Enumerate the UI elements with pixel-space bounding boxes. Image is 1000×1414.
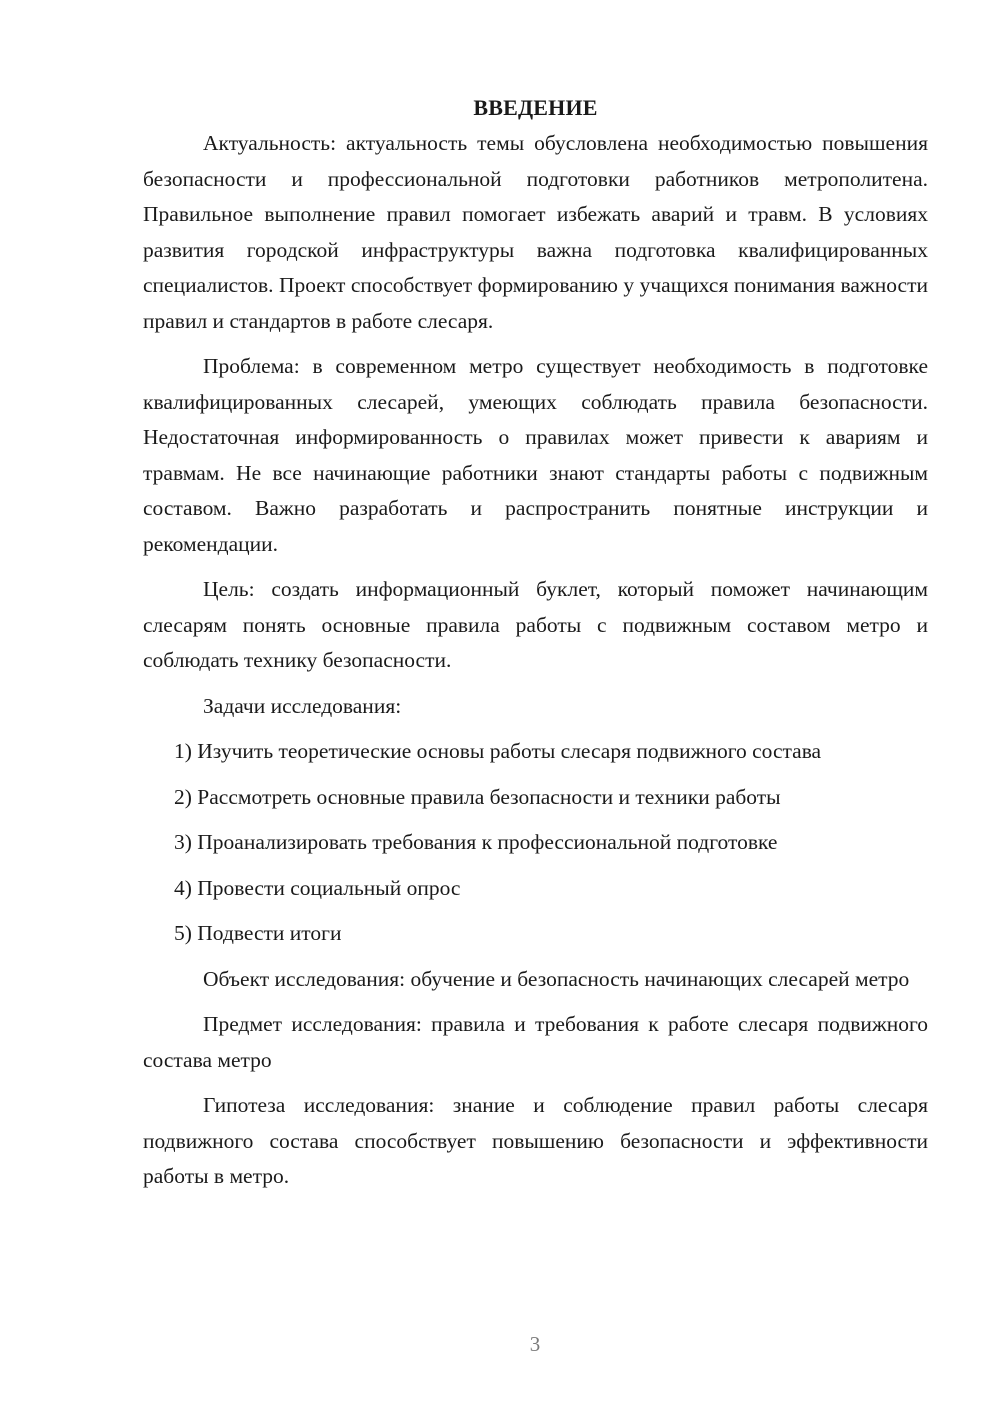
task-item: 1) Изучить теоретические основы работы слесаря подвижного состава	[174, 739, 822, 763]
paragraph-object: Объект исследования: обучение и безопасность начинающих слесарей метро	[203, 966, 910, 991]
paragraph-subject: Предмет исследования: правила и требования к работе слесаря подвижного состава метро	[143, 1012, 928, 1072]
document-page	[143, 92, 928, 1205]
page-number: 3	[529, 1332, 541, 1356]
paragraph-problem: Проблема: в современном метро существует необходимость в подготовке квалифицированных слесарей, умеющих соблюдать правила безопасности. Недостаточная информированность о правилах может привести к авариям и травмам. Не все начинающие работники знают стандарты работы с подвижным составом. Важно разработать и распространить понятные инструкции и рекомендации.	[143, 354, 928, 556]
paragraph-hypothesis: Гипотеза исследования: знание и соблюдение правил работы слесаря подвижного состава способствует повышению безопасности и эффективности работы в метро.	[143, 1093, 928, 1188]
paragraph-relevance: Актуальность: актуальность темы обусловлена необходимостью повышения безопасности и профессиональной подготовки работников метрополитена. Правильное выполнение правил помогает избежать аварий и травм. В условиях развития городской инфраструктуры важна подготовка квалифицированных специалистов. Проект способствует формированию у учащихся понимания важности правил и стандартов в работе слесаря.	[143, 131, 928, 333]
tasks-heading: Задачи исследования:	[203, 693, 402, 718]
tasks-list	[143, 734, 928, 952]
paragraph-goal: Цель: создать информационный буклет, который поможет начинающим слесарям понять основные правила работы с подвижным составом метро и соблюдать технику безопасности.	[143, 577, 928, 672]
task-item: 3) Проанализировать требования к профессиональной подготовке	[174, 830, 778, 854]
section-title: ВВЕДЕНИЕ	[473, 95, 598, 120]
task-item: 2) Рассмотреть основные правила безопасности и техники работы	[174, 784, 781, 809]
task-item: 4) Провести социальный опрос	[174, 875, 461, 900]
task-item: 5) Подвести итоги	[174, 921, 342, 945]
